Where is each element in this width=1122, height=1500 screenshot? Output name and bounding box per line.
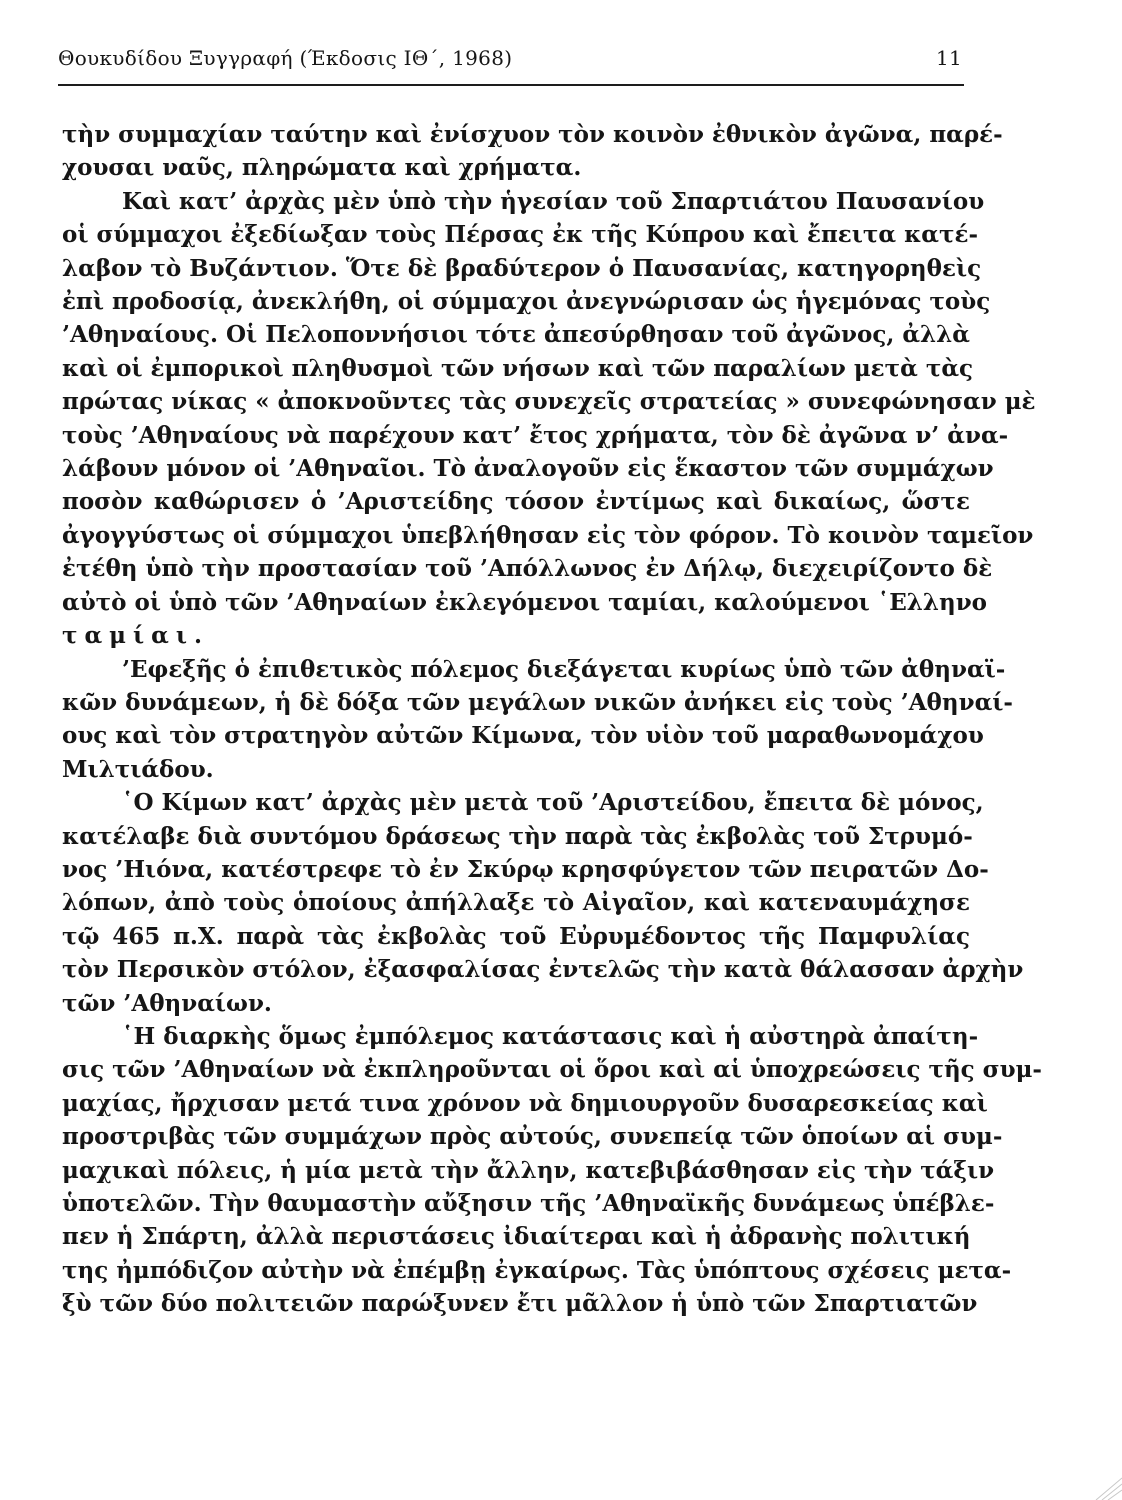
text-line: της ἠμπόδιζον αὐτὴν νὰ ἐπέμβῃ ἐγκαίρως. Τὰς ὑπόπτους σχέσεις μετα- [62,1256,1012,1284]
text-line: Καὶ κατ’ ἀρχὰς μὲν ὑπὸ τὴν ἡγεσίαν τοῦ Σπαρτιάτου Παυσανίου [122,187,985,215]
text-line: αὐτὸ οἱ ὑπὸ τῶν ’Αθηναίων ἐκλεγόμενοι ταμίαι, καλούμενοι ῾Ελληνο [62,588,988,616]
text-line: ἀγογγύστως οἱ σύμμαχοι ὑπεβλήθησαν εἰς τὸν φόρον. Τὸ κοινὸν ταμεῖον [62,521,1034,549]
paragraph-5 [62,1020,1042,1321]
paragraph-3 [62,653,1013,787]
text-line: τὸν Περσικὸν στόλον, ἐξασφαλίσας ἐντελῶς τὴν κατὰ θάλασσαν ἀρχὴν [62,956,1024,984]
text-line: ξὺ τῶν δύο πολιτειῶν παρώξυνεν ἔτι μᾶλλον ἡ ὑπὸ τῶν Σπαρτιατῶν [62,1290,978,1318]
text-line: τῶν ’Αθηναίων. [62,989,272,1017]
text-line: ἐτέθη ὑπὸ τὴν προστασίαν τοῦ ’Απόλλωνος ἐν Δήλῳ, διεχειρίζοντο δὲ [62,555,993,583]
text-line: νος ’Ηιόνα, κατέστρεφε τὸ ἐν Σκύρῳ κρησφύγετον τῶν πειρατῶν Δο- [62,855,989,883]
text-line: μαχικαὶ πόλεις, ἡ μία μετὰ τὴν ἄλλην, κατεβιβάσθησαν εἰς τὴν τάξιν [62,1156,995,1184]
text-line: χουσαι ναῦς, πληρώματα καὶ χρήματα. [62,154,582,182]
page-number: 11 [935,46,962,70]
text-line: προστριβὰς τῶν συμμάχων πρὸς αὐτούς, συνεπείᾳ τῶν ὁποίων αἱ συμ- [62,1123,1003,1151]
text-line: Μιλτιάδου. [62,755,214,783]
text-line: λόπων, ἀπὸ τοὺς ὁποίους ἀπήλλαξε τὸ Αἰγαῖον, καὶ κατεναυμάχησε [62,889,970,917]
text-line: ’Αθηναίους. Οἱ Πελοποννήσιοι τότε ἀπεσύρθησαν τοῦ ἀγῶνος, ἀλλὰ [62,321,970,349]
text-line: ταμίαι. [62,622,209,650]
text-line: πεν ἡ Σπάρτη, ἀλλὰ περιστάσεις ἰδιαίτεραι καὶ ἡ ἀδρανὴς πολιτική [62,1223,971,1251]
text-line: κῶν δυνάμεων, ἡ δὲ δόξα τῶν μεγάλων νικῶν ἀνήκει εἰς τοὺς ’Αθηναί- [62,688,1013,716]
text-line: ἐπὶ προδοσίᾳ, ἀνεκλήθη, οἱ σύμμαχοι ἀνεγνώρισαν ὡς ἡγεμόνας τοὺς [62,288,991,316]
text-line: πρώτας νίκας « ἀποκνοῦντες τὰς συνεχεῖς στρατείας » συνεφώνησαν μὲ [62,388,1036,416]
text-line: ’Εφεξῆς ὁ ἐπιθετικὸς πόλεμος διεξάγεται κυρίως ὑπὸ τῶν ἀθηναϊ- [122,655,1006,683]
text-line: ῾Η διαρκὴς ὅμως ἐμπόλεμος κατάστασις καὶ ἡ αὐστηρὰ ἀπαίτη- [122,1022,979,1050]
text-line: λάβουν μόνον οἱ ’Αθηναῖοι. Τὸ ἀναλογοῦν εἰς ἕκαστον τῶν συμμάχων [62,455,994,483]
paragraph-2 [62,185,1036,653]
paragraph-1 [62,118,1003,185]
text-line: καὶ οἱ ἐμπορικοὶ πληθυσμοὶ τῶν νήσων καὶ τῶν παραλίων μετὰ τὰς [62,354,974,382]
text-line: κατέλαβε διὰ συντόμου δράσεως τὴν παρὰ τὰς ἐκβολὰς τοῦ Στρυμό- [62,822,973,850]
text-line: ποσὸν καθώρισεν ὁ ’Αριστείδης τόσον ἐντίμως καὶ δικαίως, ὥστε [62,488,970,516]
text-line: οἱ σύμμαχοι ἐξεδίωξαν τοὺς Πέρσας ἐκ τῆς Κύπρου καὶ ἔπειτα κατέ- [62,221,979,249]
text-line: μαχίας, ἤρχισαν μετά τινα χρόνον νὰ δημιουργοῦν δυσαρεσκείας καὶ [62,1089,988,1117]
paragraph-4 [62,786,1024,1020]
text-line: τὴν συμμαχίαν ταύτην καὶ ἐνίσχυον τὸν κοινὸν ἐθνικὸν ἀγῶνα, παρέ- [62,121,1003,148]
body-text [62,118,1042,1321]
text-line: ους καὶ τὸν στρατηγὸν αὐτῶν Κίμωνα, τὸν υἱὸν τοῦ μαραθωνομάχου [62,722,984,750]
text-line: ῾Ο Κίμων κατ’ ἀρχὰς μὲν μετὰ τοῦ ’Αριστείδου, ἔπειτα δὲ μόνος, [122,789,984,817]
running-title: Θουκυδίδου Ξυγγραφή (Έκδοσις ΙΘ΄, 1968) [58,46,513,70]
corner-scan-mark [1092,1470,1122,1500]
text-line: τοὺς ’Αθηναίους νὰ παρέχουν κατ’ ἔτος χρήματα, τὸν δὲ ἀγῶνα ν’ ἀνα- [62,421,1009,449]
text-line: ὑποτελῶν. Τὴν θαυμαστὴν αὔξησιν τῆς ’Αθηναϊκῆς δυνάμεως ὑπέβλε- [62,1190,995,1217]
text-line: σις τῶν ’Αθηναίων νὰ ἐκπληροῦνται οἱ ὅροι καὶ αἱ ὑποχρεώσεις τῆς συμ- [62,1056,1042,1084]
running-header [58,46,962,70]
text-line: λαβον τὸ Βυζάντιον. Ὅτε δὲ βραδύτερον ὁ Παυσανίας, κατηγορηθεὶς [62,254,982,282]
header-rule [58,84,964,86]
text-line: τῷ 465 π.Χ. παρὰ τὰς ἐκβολὰς τοῦ Εὐρυμέδοντος τῆς Παμφυλίας [62,922,970,950]
